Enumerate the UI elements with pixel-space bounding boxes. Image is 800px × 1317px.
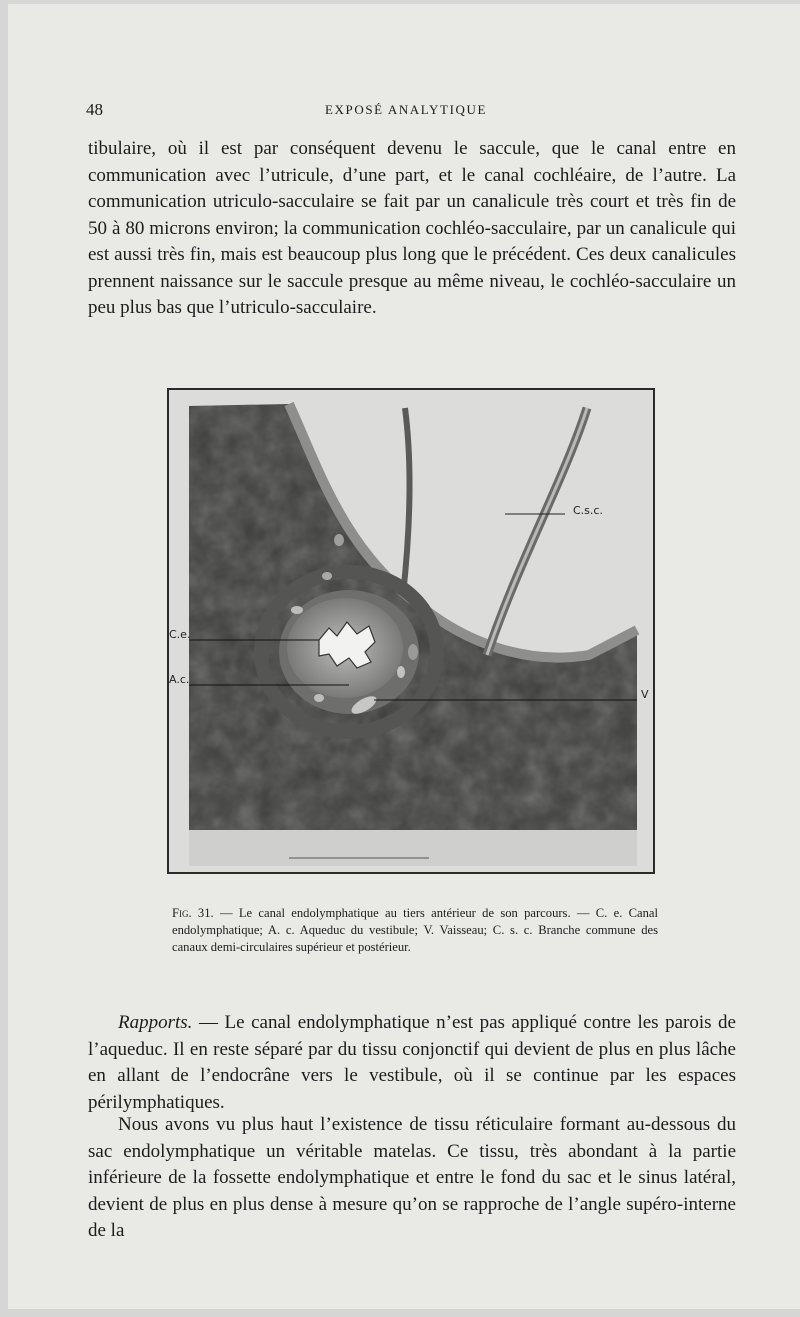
label-csc: C.s.c.: [573, 504, 603, 517]
label-ce: C.e.: [169, 628, 191, 641]
page-header: [86, 100, 726, 120]
label-ac: A.c.: [169, 673, 190, 686]
paragraph-2-text: — Le canal endolymphatique n’est pas appliqué contre les parois de l’aqueduc. Il en reste séparé par du tissu conjonctif qui devient de plus en plus lâche en allant de l’endocrâne vers le vestibule, où il se continue par les espaces périlymphatiques.: [88, 1012, 736, 1113]
figure-31-micrograph: [167, 388, 655, 874]
paragraph-3: Nous avons vu plus haut l’existence de tissu réticulaire formant au-dessous du sac endolymphatique un véritable matelas. Ce tissu, très abondant à la partie inférieure de la fossette endolymphatique et entre le fond du sac et le sinus latéral, devient de plus en plus dense à mesure qu’on se rapproche de l’angle supéro-interne de la: [88, 1114, 736, 1241]
histology-illustration: [169, 390, 653, 872]
figure-number: Fig. 31.: [172, 906, 214, 920]
section-lead: Rapports.: [118, 1012, 193, 1033]
label-v: V: [641, 688, 649, 701]
page-number: 48: [86, 100, 103, 119]
caption-text: — Le canal endolymphatique au tiers antérieur de son parcours. — C. e. Canal endolymphatique; A. c. Aqueduc du vestibule; V. Vaisseau; C. s. c. Branche commune des canaux demi-circulaires supérieur et postérieur.: [172, 906, 659, 954]
figure-caption: [172, 905, 658, 956]
running-head: EXPOSÉ ANALYTIQUE: [324, 102, 488, 117]
paragraph-1: tibulaire, où il est par conséquent devenu le saccule, que le canal entre en communication avec l’utricule, d’une part, et le canal cochléaire, de l’autre. La communication utriculo-sacculaire se fait par un canalicule très court et très fin de 50 à 80 microns environ; la communication cochléo-sacculaire, par un canalicule qui est aussi très fin, mais est beaucoup plus long que le précédent. Ces deux canalicules prennent naissance sur le saccule presque au même niveau, le cochléo-sacculaire un peu plus bas que l’utriculo-sacculaire.: [88, 138, 736, 318]
paragraph-2: [88, 1010, 736, 1116]
